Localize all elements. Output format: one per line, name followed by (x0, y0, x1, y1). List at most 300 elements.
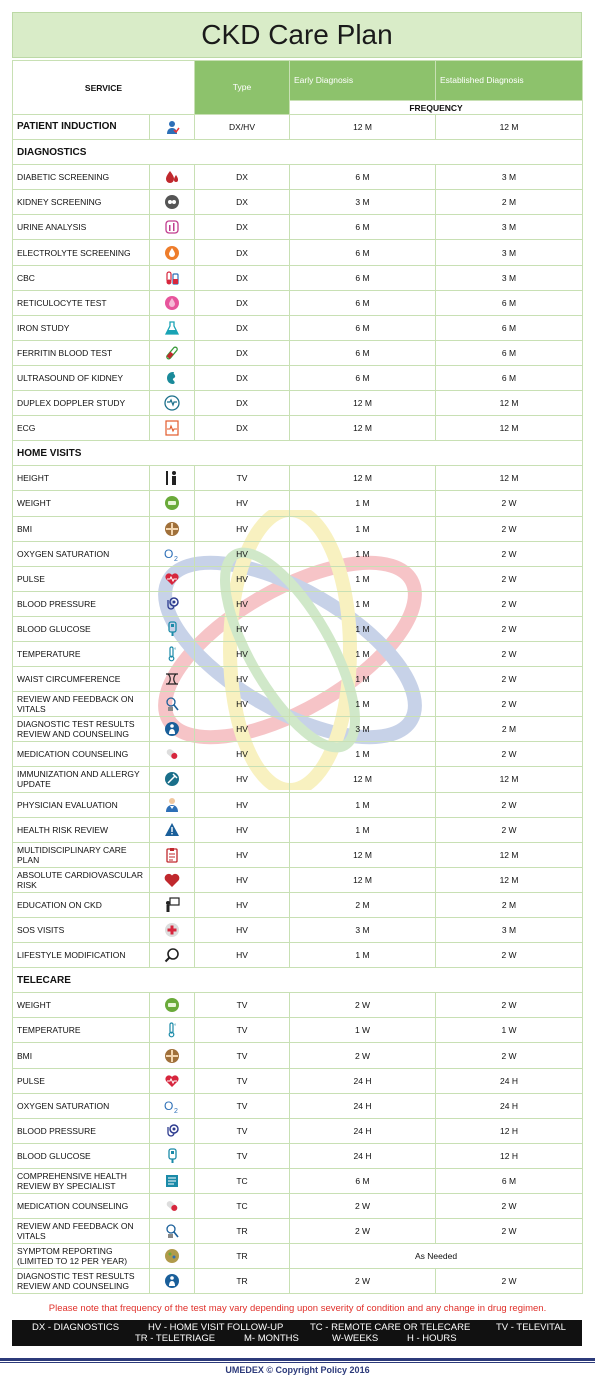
warning-icon (164, 822, 180, 838)
service-name: EDUCATION ON CKD (13, 892, 150, 917)
table-row (13, 867, 583, 892)
established-frequency: 2 W (436, 641, 583, 666)
report-icon (164, 1173, 180, 1189)
service-name: LIFESTYLE MODIFICATION (13, 943, 150, 968)
early-frequency: 1 M (290, 616, 436, 641)
service-icon-cell (150, 692, 195, 717)
service-name: ELECTROLYTE SCREENING (13, 240, 150, 265)
svg-text:°: ° (174, 1024, 177, 1031)
review-vitals-icon (164, 1223, 180, 1239)
service-type: HV (195, 591, 290, 616)
established-frequency: 3 M (436, 265, 583, 290)
table-row (13, 1018, 583, 1043)
service-name: SYMPTOM REPORTING (LIMITED TO 12 PER YEAR) (13, 1244, 150, 1269)
early-frequency: 6 M (290, 365, 436, 390)
service-type: HV (195, 842, 290, 867)
service-icon-cell (150, 541, 195, 566)
service-icon-cell (150, 491, 195, 516)
service-name: BLOOD PRESSURE (13, 591, 150, 616)
established-frequency: 2 W (436, 1043, 583, 1068)
service-type: TR (195, 1244, 290, 1269)
table-row (13, 616, 583, 641)
service-type: HV (195, 792, 290, 817)
table-row (13, 541, 583, 566)
flask-icon (164, 320, 180, 336)
service-name: OXYGEN SATURATION (13, 1093, 150, 1118)
service-type: TV (195, 993, 290, 1018)
table-row (13, 1068, 583, 1093)
established-frequency: 2 M (436, 190, 583, 215)
kidney-icon (164, 370, 180, 386)
review-vitals-icon (164, 696, 180, 712)
symptom-icon (164, 1248, 180, 1264)
glucometer-icon (164, 1148, 180, 1164)
established-frequency: 2 W (436, 1219, 583, 1244)
magnifier-icon (164, 947, 180, 963)
kidney-screening-icon (164, 194, 180, 210)
established-frequency: 2 M (436, 717, 583, 742)
service-type: HV (195, 742, 290, 767)
service-icon-cell (150, 641, 195, 666)
service-icon-cell (150, 391, 195, 416)
table-row (13, 516, 583, 541)
table-row (13, 340, 583, 365)
early-frequency: 1 M (290, 667, 436, 692)
thermometer-vial-icon (164, 270, 180, 286)
service-icon-cell (150, 792, 195, 817)
established-frequency: 2 W (436, 491, 583, 516)
service-type: TV (195, 466, 290, 491)
early-frequency: 1 M (290, 817, 436, 842)
first-aid-icon (164, 922, 180, 938)
legend-dx: DX - DIAGNOSTICS (32, 1322, 120, 1333)
service-name: BLOOD PRESSURE (13, 1118, 150, 1143)
service-name: REVIEW AND FEEDBACK ON VITALS (13, 692, 150, 717)
service-type: HV (195, 717, 290, 742)
established-frequency: 1 W (436, 1018, 583, 1043)
service-icon-cell (150, 616, 195, 641)
section-row (13, 968, 583, 993)
table-row (13, 165, 583, 190)
early-frequency: 6 M (290, 340, 436, 365)
service-name: RETICULOCYTE TEST (13, 290, 150, 315)
established-frequency: 24 H (436, 1093, 583, 1118)
service-name: BMI (13, 1043, 150, 1068)
ecg-icon (164, 420, 180, 436)
service-icon-cell (150, 290, 195, 315)
service-icon-cell (150, 993, 195, 1018)
section-title: DIAGNOSTICS (13, 140, 583, 165)
service-name: DIABETIC SCREENING (13, 165, 150, 190)
service-name: COMPREHENSIVE HEALTH REVIEW BY SPECIALIST (13, 1168, 150, 1193)
table-row (13, 1093, 583, 1118)
table-row (13, 842, 583, 867)
early-frequency: 1 M (290, 541, 436, 566)
early-frequency: 12 M (290, 842, 436, 867)
urine-test-icon (164, 219, 180, 235)
service-name: KIDNEY SCREENING (13, 190, 150, 215)
service-type: TV (195, 1118, 290, 1143)
established-frequency: 3 M (436, 215, 583, 240)
service-icon-cell (150, 667, 195, 692)
service-icon-cell (150, 466, 195, 491)
legend-w: W-WEEKS (332, 1333, 379, 1344)
early-frequency: 2 M (290, 892, 436, 917)
table-row (13, 215, 583, 240)
established-frequency: 3 M (436, 240, 583, 265)
established-frequency: 6 M (436, 1168, 583, 1193)
established-frequency: 2 W (436, 591, 583, 616)
service-name: MEDICATION COUNSELING (13, 742, 150, 767)
section-row (13, 441, 583, 466)
table-row (13, 566, 583, 591)
section-title: TELECARE (13, 968, 583, 993)
physician-icon (164, 797, 180, 813)
table-row (13, 767, 583, 792)
service-name: TEMPERATURE (13, 641, 150, 666)
legend-tc: TC - REMOTE CARE OR TELECARE (310, 1322, 471, 1333)
established-frequency: 12 H (436, 1118, 583, 1143)
early-frequency: 2 W (290, 1269, 436, 1294)
table-row (13, 290, 583, 315)
early-frequency: 1 W (290, 1018, 436, 1043)
service-name: SOS VISITS (13, 918, 150, 943)
section-row (13, 140, 583, 165)
table-row (13, 391, 583, 416)
service-icon-cell (150, 767, 195, 792)
established-frequency: 2 W (436, 566, 583, 591)
table-row (13, 591, 583, 616)
legend-m: M- MONTHS (244, 1333, 299, 1344)
service-icon-cell (150, 516, 195, 541)
clipboard-icon (164, 847, 180, 863)
service-name: HEALTH RISK REVIEW (13, 817, 150, 842)
early-frequency: 24 H (290, 1093, 436, 1118)
service-type: HV (195, 616, 290, 641)
table-row (13, 742, 583, 767)
service-type: TC (195, 1194, 290, 1219)
established-frequency: 2 M (436, 892, 583, 917)
service-icon-cell (150, 315, 195, 340)
service-icon-cell (150, 340, 195, 365)
table-row (13, 466, 583, 491)
table-row (13, 315, 583, 340)
service-name: DIAGNOSTIC TEST RESULTS REVIEW AND COUNSELING (13, 717, 150, 742)
established-frequency: 12 M (436, 842, 583, 867)
service-type: HV (195, 667, 290, 692)
service-name: MEDICATION COUNSELING (13, 1194, 150, 1219)
service-name: URINE ANALYSIS (13, 215, 150, 240)
established-frequency: 2 W (436, 541, 583, 566)
service-name: PULSE (13, 1068, 150, 1093)
service-icon-cell (150, 365, 195, 390)
service-type: HV (195, 491, 290, 516)
service-type: DX (195, 340, 290, 365)
pink-drop-icon (164, 295, 180, 311)
table-row (13, 491, 583, 516)
early-frequency: 2 W (290, 1043, 436, 1068)
bp-cuff-icon (164, 1123, 180, 1139)
established-frequency: 24 H (436, 1068, 583, 1093)
service-type: TV (195, 1143, 290, 1168)
legend-tv: TV - TELEVITAL (496, 1322, 566, 1333)
established-frequency: 3 M (436, 165, 583, 190)
table-row (13, 190, 583, 215)
early-diagnosis-header: Early Diagnosis (290, 61, 436, 101)
title-bar (12, 12, 582, 58)
early-frequency: 12 M (290, 391, 436, 416)
service-name: WEIGHT (13, 993, 150, 1018)
service-name: IRON STUDY (13, 315, 150, 340)
service-name: CBC (13, 265, 150, 290)
service-name: REVIEW AND FEEDBACK ON VITALS (13, 1219, 150, 1244)
service-type: HV (195, 541, 290, 566)
service-icon-cell (150, 842, 195, 867)
service-type: HV (195, 767, 290, 792)
established-frequency: 12 M (436, 416, 583, 441)
table-row (13, 692, 583, 717)
established-frequency: 6 M (436, 315, 583, 340)
electrolyte-drop-icon (164, 245, 180, 261)
service-name: HEIGHT (13, 466, 150, 491)
counseling-icon (164, 1273, 180, 1289)
counseling-icon (164, 721, 180, 737)
early-frequency: 1 M (290, 566, 436, 591)
footer-rule (0, 1358, 595, 1361)
table-row (13, 1244, 583, 1269)
service-type: TV (195, 1043, 290, 1068)
table-row (13, 641, 583, 666)
service-icon-cell (150, 265, 195, 290)
heart-pulse-icon (164, 1073, 180, 1089)
service-name: ECG (13, 416, 150, 441)
service-type: HV (195, 918, 290, 943)
service-icon-cell (150, 742, 195, 767)
table-row (13, 1168, 583, 1193)
care-plan-table (12, 60, 583, 1294)
table-row (13, 1269, 583, 1294)
weight-scale-icon (164, 495, 180, 511)
early-frequency: 6 M (290, 290, 436, 315)
early-frequency: 1 M (290, 491, 436, 516)
established-frequency: 3 M (436, 918, 583, 943)
thermometer-icon (164, 1022, 180, 1038)
service-name: TEMPERATURE (13, 1018, 150, 1043)
type-header: Type (195, 61, 290, 115)
copyright-footer: UMEDEX © Copyright Policy 2016 (225, 1365, 370, 1375)
service-name: WAIST CIRCUMFERENCE (13, 667, 150, 692)
service-type: TR (195, 1219, 290, 1244)
disclaimer-note: Please note that frequency of the test may vary depending upon severity of condition and any change in drug regimen. (48, 1303, 547, 1314)
early-frequency: 6 M (290, 1168, 436, 1193)
table-row (13, 943, 583, 968)
heart-icon (164, 872, 180, 888)
svg-text:O: O (164, 1098, 174, 1113)
legend-tr: TR - TELETRIAGE (135, 1333, 216, 1344)
service-type: HV (195, 943, 290, 968)
service-header: SERVICE (13, 61, 195, 115)
section-title: HOME VISITS (13, 441, 583, 466)
service-name: BMI (13, 516, 150, 541)
service-icon-cell (150, 115, 195, 140)
service-type: DX (195, 190, 290, 215)
service-name: OXYGEN SATURATION (13, 541, 150, 566)
early-frequency: 12 M (290, 115, 436, 140)
table-row (13, 717, 583, 742)
svg-text:O: O (164, 546, 174, 561)
established-frequency: 12 M (436, 391, 583, 416)
service-type: DX/HV (195, 115, 290, 140)
frequency-merged: As Needed (290, 1244, 583, 1269)
established-frequency: 12 M (436, 767, 583, 792)
table-row (13, 792, 583, 817)
table-row (13, 265, 583, 290)
established-frequency: 2 W (436, 993, 583, 1018)
service-icon-cell (150, 165, 195, 190)
service-name: FERRITIN BLOOD TEST (13, 340, 150, 365)
table-row (13, 1143, 583, 1168)
service-name: DUPLEX DOPPLER STUDY (13, 391, 150, 416)
page-title: CKD Care Plan (201, 19, 393, 50)
table-row (13, 918, 583, 943)
service-name: PHYSICIAN EVALUATION (13, 792, 150, 817)
early-frequency: 6 M (290, 240, 436, 265)
early-frequency: 2 W (290, 1219, 436, 1244)
established-frequency: 2 W (436, 1194, 583, 1219)
established-frequency: 2 W (436, 692, 583, 717)
early-frequency: 12 M (290, 416, 436, 441)
pill-icon (164, 746, 180, 762)
table-row (13, 240, 583, 265)
early-frequency: 1 M (290, 641, 436, 666)
early-frequency: 12 M (290, 867, 436, 892)
service-type: HV (195, 867, 290, 892)
service-icon-cell (150, 717, 195, 742)
early-frequency: 6 M (290, 315, 436, 340)
service-icon-cell (150, 1194, 195, 1219)
bp-cuff-icon (164, 596, 180, 612)
service-type: TR (195, 1269, 290, 1294)
service-name: BLOOD GLUCOSE (13, 1143, 150, 1168)
service-type: HV (195, 892, 290, 917)
doppler-icon (164, 395, 180, 411)
frequency-header: FREQUENCY (290, 101, 583, 115)
bmi-icon (164, 1048, 180, 1064)
doctor-check-icon (164, 119, 180, 135)
care-plan-rows (13, 115, 583, 1294)
table-row (13, 115, 583, 140)
service-type: TV (195, 1068, 290, 1093)
established-frequency: 2 W (436, 616, 583, 641)
established-frequency: 6 M (436, 340, 583, 365)
service-name: BLOOD GLUCOSE (13, 616, 150, 641)
table-row (13, 1219, 583, 1244)
early-frequency: 24 H (290, 1068, 436, 1093)
service-icon-cell (150, 1219, 195, 1244)
service-type: DX (195, 365, 290, 390)
established-frequency: 12 M (436, 466, 583, 491)
early-frequency: 1 M (290, 943, 436, 968)
service-icon-cell (150, 1043, 195, 1068)
service-icon-cell (150, 1018, 195, 1043)
service-icon-cell (150, 1269, 195, 1294)
established-frequency: 2 W (436, 742, 583, 767)
table-row (13, 1043, 583, 1068)
table-row (13, 1194, 583, 1219)
service-type: DX (195, 391, 290, 416)
established-frequency: 2 W (436, 943, 583, 968)
service-icon-cell (150, 1118, 195, 1143)
table-row (13, 817, 583, 842)
height-icon (164, 470, 180, 486)
service-icon-cell (150, 892, 195, 917)
service-name: IMMUNIZATION AND ALLERGY UPDATE (13, 767, 150, 792)
early-frequency: 24 H (290, 1118, 436, 1143)
service-type: DX (195, 165, 290, 190)
service-type: DX (195, 265, 290, 290)
established-frequency: 2 W (436, 667, 583, 692)
service-name: DIAGNOSTIC TEST RESULTS REVIEW AND COUNSELING (13, 1269, 150, 1294)
service-icon-cell (150, 943, 195, 968)
established-frequency: 6 M (436, 290, 583, 315)
waist-tape-icon (164, 671, 180, 687)
service-icon-cell (150, 1093, 195, 1118)
established-frequency: 12 H (436, 1143, 583, 1168)
service-icon-cell (150, 918, 195, 943)
service-icon-cell (150, 1244, 195, 1269)
service-name: ULTRASOUND OF KIDNEY (13, 365, 150, 390)
service-name: PATIENT INDUCTION (13, 115, 150, 140)
service-icon-cell (150, 1068, 195, 1093)
service-icon-cell (150, 566, 195, 591)
table-row (13, 1118, 583, 1143)
service-icon-cell (150, 240, 195, 265)
table-row (13, 892, 583, 917)
established-frequency: 2 W (436, 1269, 583, 1294)
legend-h: H - HOURS (407, 1333, 457, 1344)
weight-scale-icon (164, 997, 180, 1013)
service-type: HV (195, 516, 290, 541)
svg-text:2: 2 (174, 1107, 178, 1114)
service-type: DX (195, 215, 290, 240)
early-frequency: 1 M (290, 516, 436, 541)
early-frequency: 24 H (290, 1143, 436, 1168)
early-frequency: 2 W (290, 993, 436, 1018)
early-frequency: 12 M (290, 767, 436, 792)
established-frequency: 6 M (436, 365, 583, 390)
established-diagnosis-header: Established Diagnosis (436, 61, 583, 101)
legend-bar (12, 1320, 582, 1346)
service-type: TV (195, 1093, 290, 1118)
service-type: DX (195, 240, 290, 265)
early-frequency: 3 M (290, 717, 436, 742)
heart-pulse-icon (164, 571, 180, 587)
table-row (13, 365, 583, 390)
service-type: DX (195, 416, 290, 441)
service-icon-cell (150, 1143, 195, 1168)
service-type: TV (195, 1018, 290, 1043)
early-frequency: 1 M (290, 692, 436, 717)
service-name: WEIGHT (13, 491, 150, 516)
service-icon-cell (150, 416, 195, 441)
service-icon-cell (150, 591, 195, 616)
early-frequency: 6 M (290, 165, 436, 190)
legend-hv: HV - HOME VISIT FOLLOW-UP (148, 1322, 284, 1333)
footer-rule-thin (0, 1362, 595, 1363)
service-icon-cell (150, 867, 195, 892)
syringe-icon (164, 771, 180, 787)
svg-text:2: 2 (174, 555, 178, 562)
